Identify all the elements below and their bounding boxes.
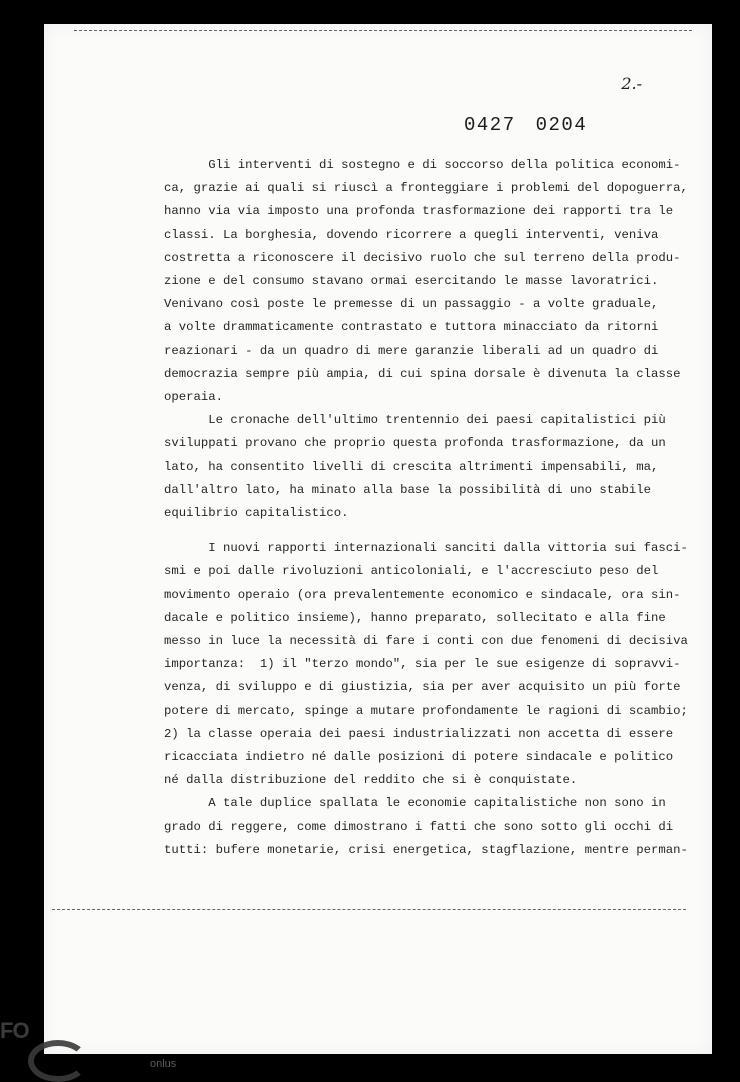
document-code	[464, 114, 587, 136]
paragraph	[164, 154, 694, 409]
page-number: 2.-	[621, 74, 642, 93]
text-line: messo in luce la necessità di fare i conti con due fenomeni di decisiva	[164, 634, 688, 649]
watermark-logo: FO	[0, 1018, 29, 1043]
text-line: democrazia sempre più ampia, di cui spina dorsale è divenuta la classe	[164, 366, 681, 381]
text-line: potere di mercato, spinge a mutare profondamente le ragioni di scambio;	[164, 703, 688, 718]
text-line: Venivano così poste le premesse di un passaggio - a volte graduale,	[164, 297, 659, 312]
watermark-subtext: onlus	[150, 1058, 177, 1070]
text-line: A tale duplice spallata le economie capitalistiche non sono in	[164, 796, 666, 811]
text-line: sviluppati provano che proprio questa profonda trasformazione, da un	[164, 436, 666, 451]
text-line: dacale e politico insieme), hanno preparato, sollecitato e alla fine	[164, 610, 666, 625]
text-line: costretta a riconoscere il decisivo ruolo che sul terreno della produ-	[164, 250, 681, 265]
paragraph	[164, 537, 694, 792]
text-line: Gli interventi di sostegno e di soccorso della politica economi-	[164, 158, 681, 172]
document-code-part: 0427	[464, 114, 516, 136]
text-line: operaia.	[164, 390, 224, 405]
document-code-part: 0204	[535, 114, 588, 136]
text-line: hanno via via imposto una profonda trasformazione dei rapporti tra le	[164, 204, 674, 219]
text-line: smi e poi dalle rivoluzioni anticoloniali, e l'accresciuto peso del	[164, 564, 659, 579]
text-line: a volte drammaticamente contrastato e tuttora minacciato da ritorni	[164, 320, 659, 335]
text-line: né dalla distribuzione del reddito che si è conquistate.	[164, 773, 578, 788]
text-line: 2) la classe operaia dei paesi industrializzati non accetta di essere	[164, 726, 674, 741]
top-divider	[74, 30, 692, 31]
text-line: venza, di sviluppo e di giustizia, sia per aver acquisito un più forte	[164, 680, 681, 695]
text-line: ricacciata indietro né dalle posizioni di potere sindacale e politico	[164, 750, 674, 765]
text-line: importanza: 1) il "terzo mondo", sia per le sue esigenze di sopravvi-	[164, 657, 681, 672]
paragraph	[164, 409, 694, 525]
text-line: classi. La borghesia, dovendo ricorrere a quegli interventi, veniva	[164, 227, 659, 242]
text-line: movimento operaio (ora prevalentemente economico e sindacale, ora sin-	[164, 587, 681, 602]
bottom-divider	[52, 909, 686, 910]
document-body	[164, 154, 694, 862]
document-page	[44, 24, 712, 1054]
text-line: dall'altro lato, ha minato alla base la possibilità di uno stabile	[164, 482, 652, 497]
text-line: zione e del consumo stavano ormai esercitando le masse lavoratrici.	[164, 274, 659, 289]
text-line: tutti: bufere monetarie, crisi energetica, stagflazione, mentre perman-	[164, 842, 688, 857]
text-line: lato, ha consentito livelli di crescita altrimenti impensabili, ma,	[164, 459, 659, 474]
text-line: grado di reggere, come dimostrano i fatti che sono sotto gli occhi di	[164, 819, 674, 834]
watermark-ring-icon	[28, 1040, 88, 1082]
text-line: Le cronache dell'ultimo trentennio dei paesi capitalistici più	[164, 413, 666, 428]
text-line: reazionari - da un quadro di mere garanzie liberali ad un quadro di	[164, 343, 659, 358]
text-line: ca, grazie ai quali si riuscì a fronteggiare i problemi del dopoguerra,	[164, 181, 688, 196]
text-line: equilibrio capitalistico.	[164, 506, 349, 521]
text-line: I nuovi rapporti internazionali sanciti dalla vittoria sui fasci-	[164, 541, 688, 556]
paragraph	[164, 792, 694, 862]
